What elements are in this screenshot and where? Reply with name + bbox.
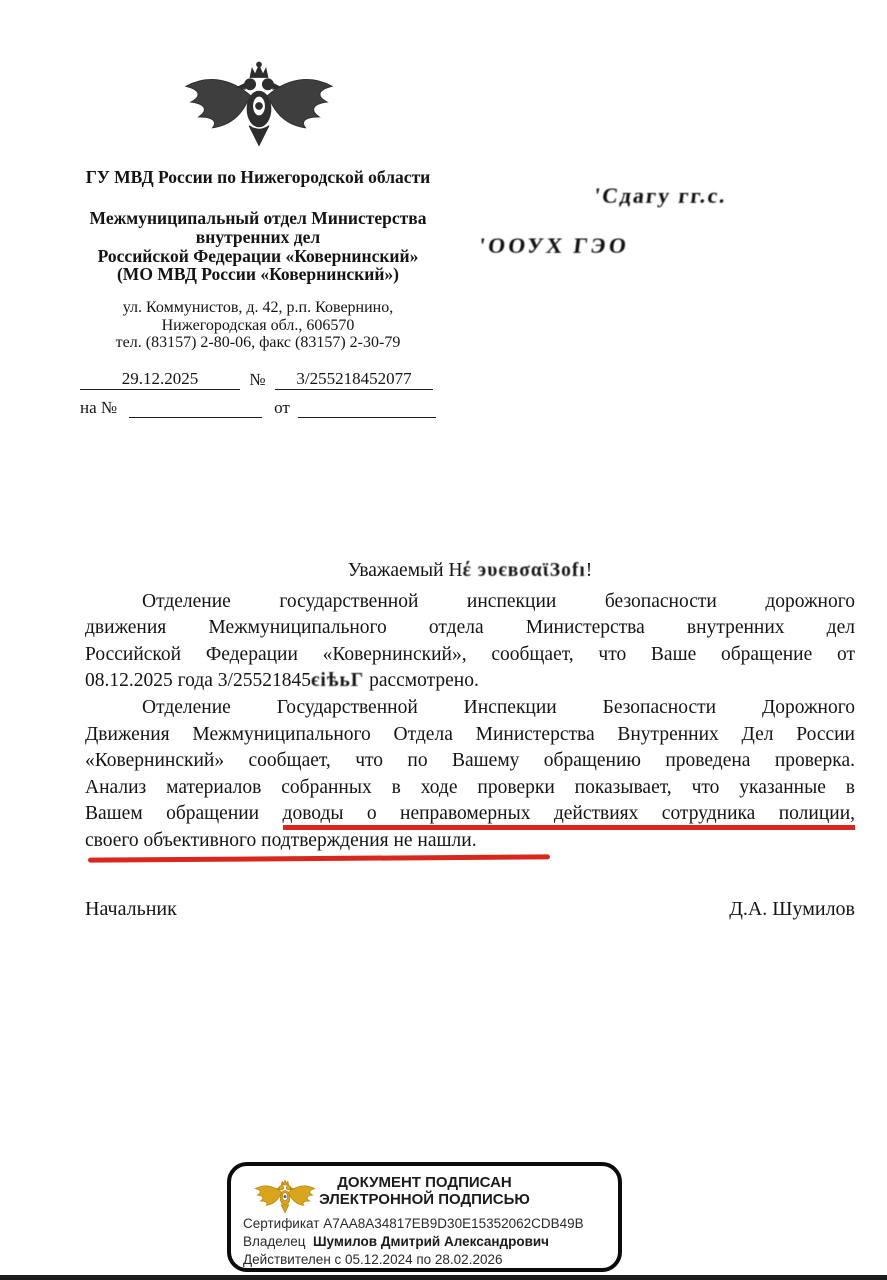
paragraph2-line5-start: Вашем обращении xyxy=(85,803,260,825)
paragraph2-line: «Ковернинский» сообщает, что по Вашему обращению проведена проверка. xyxy=(85,750,855,772)
parent-org-name: ГУ МВД России по Нижегородской области xyxy=(85,167,431,187)
salutation-suffix: ! xyxy=(585,560,593,581)
number-sign: № xyxy=(249,369,266,389)
owner-line xyxy=(243,1233,610,1251)
reference-row xyxy=(80,397,436,418)
paragraph2-line: Отделение Государственной Инспекции Безопасности Дорожного xyxy=(142,696,855,718)
owner-label: Владелец xyxy=(243,1234,306,1249)
paragraph1-line: Отделение государственной инспекции безопасности дорожного xyxy=(142,590,855,612)
recipient-redacted-line-2: 'ООУХ ГЭО xyxy=(477,233,631,258)
from-blank xyxy=(298,397,436,418)
paragraph2-line: Движения Межмуниципального Отдела Министерства Внутренних Дел России xyxy=(85,723,855,745)
owner-name: Шумилов Дмитрий Александрович xyxy=(312,1234,550,1249)
signature-row xyxy=(85,898,855,921)
paragraph2-line: своего объективного подтверждения не нашли. xyxy=(85,829,477,851)
red-underlined-phrase: доводы о неправомерных действиях сотрудника полиции, xyxy=(283,803,855,830)
appeal-date-number: 08.12.2025 года 3/25521845 xyxy=(85,670,311,692)
stamp-details xyxy=(243,1215,610,1269)
stamp-title-line2: ЭЛЕКТРОННОЙ ПОДПИСЬЮ xyxy=(319,1190,530,1208)
paragraph1-line: движения Межмуниципального отдела Министерства внутренних дел xyxy=(85,617,855,639)
paragraph2-line xyxy=(85,801,855,828)
org-name-line: Российской Федерации «Ковернинский» xyxy=(97,245,419,266)
date-number-row xyxy=(80,369,436,390)
org-name-block xyxy=(80,209,436,284)
validity-line: Действителен с 05.12.2024 по 28.02.2026 xyxy=(243,1252,503,1267)
org-name-line: Межмуниципальный отдел Министерства xyxy=(89,208,427,228)
org-name-line: внутренних дел xyxy=(195,226,321,247)
in-reply-label: на № xyxy=(80,397,118,417)
org-name-line: (МО МВД России «Ковернинский») xyxy=(116,264,400,285)
in-reply-blank xyxy=(129,397,262,418)
mvd-eagle-emblem xyxy=(180,60,338,154)
red-underline-stroke xyxy=(88,854,550,862)
certificate-label: Сертификат xyxy=(243,1216,320,1231)
letter-body xyxy=(85,558,855,855)
signer-position: Начальник xyxy=(85,898,177,920)
from-label: от xyxy=(274,397,290,417)
address-line: ул. Коммунистов, д. 42, р.п. Ковернино, xyxy=(122,299,394,317)
address-line: тел. (83157) 2-80-06, факс (83157) 2-30-79 xyxy=(115,334,401,352)
recipient-redacted-line-1: 'Сдагу гг.с. xyxy=(592,183,729,208)
appeal-number-redacted: єіѣьГ xyxy=(310,670,365,692)
org-address-block xyxy=(80,299,436,352)
electronic-signature-stamp xyxy=(227,1162,622,1272)
stamp-title-line1: ДОКУМЕНТ ПОДПИСАН xyxy=(337,1174,512,1191)
salutation xyxy=(85,558,855,585)
letter-date: 29.12.2025 xyxy=(80,369,240,390)
paragraph1-line-end: рассмотрено. xyxy=(364,670,479,692)
paragraph1-line xyxy=(85,668,855,695)
sender-header xyxy=(80,167,436,418)
paragraph1-line: Российской Федерации «Ковернинский», сообщает, что Ваше обращение от xyxy=(85,643,855,665)
salutation-prefix: Уважаемый Н xyxy=(347,560,463,581)
screenshot-bottom-edge xyxy=(0,1275,887,1280)
address-line: Нижегородская обл., 606570 xyxy=(161,316,355,334)
certificate-value: A7AA8A34817EB9D30E15352062CDB49B xyxy=(323,1216,584,1231)
signer-name: Д.А. Шумилов xyxy=(729,898,855,920)
mvd-gold-eagle-icon xyxy=(253,1173,317,1221)
salutation-redacted-name: έ эυєвσαϊЗоfı xyxy=(462,560,586,581)
outgoing-number: 3/255218452077 xyxy=(275,369,433,390)
paragraph2-line: Анализ материалов собранных в ходе проверки показывает, что указанные в xyxy=(85,776,855,798)
